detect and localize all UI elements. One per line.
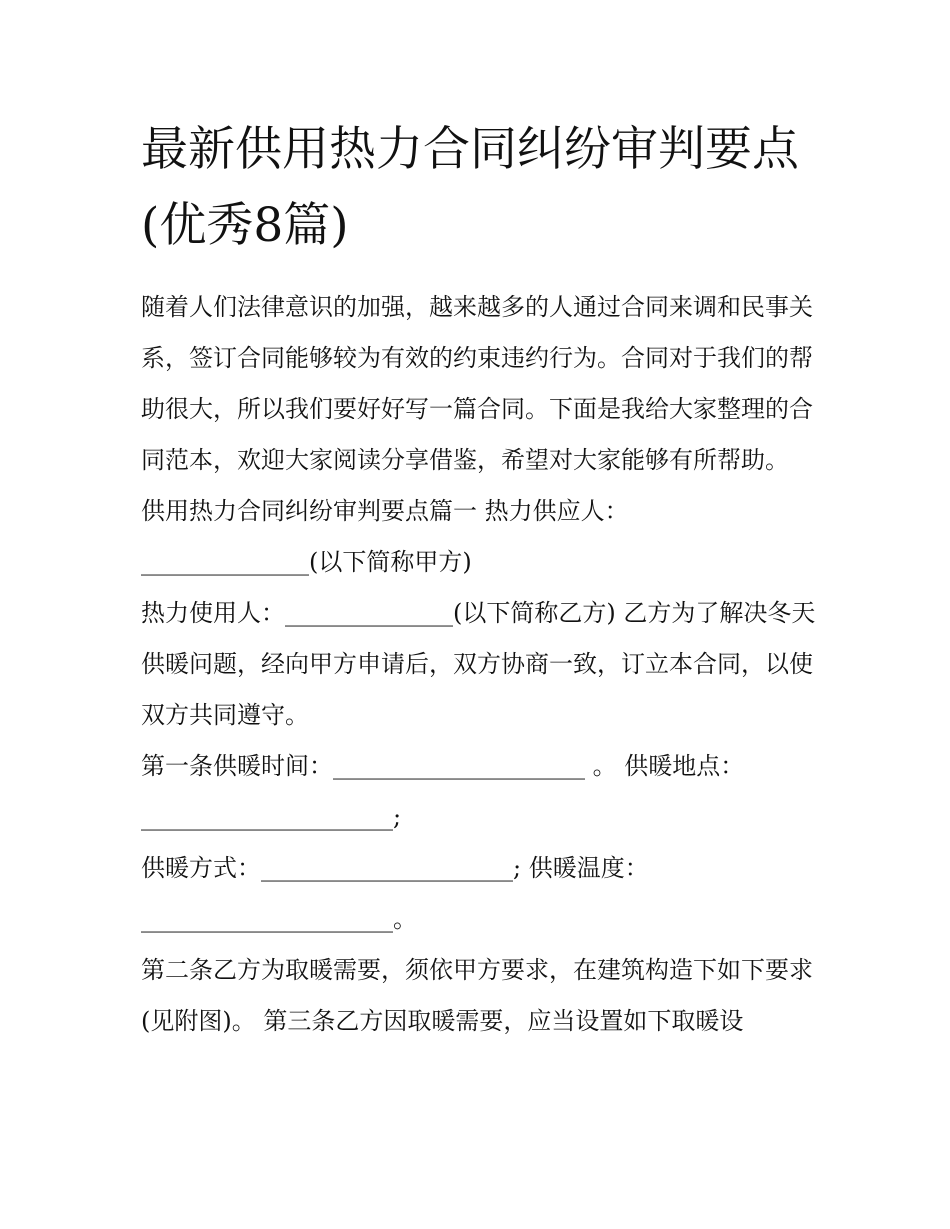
article-two-three-paragraph: 第二条乙方为取暖需要，须依甲方要求，在建筑构造下如下要求(见附图)。 第三条乙方因取暖需要，应当设置如下取暖设 <box>141 956 813 1035</box>
heating-method-paragraph: 供暖方式：_____________________; 供暖温度：_____________________。 <box>141 854 649 933</box>
document-page <box>141 112 821 1047</box>
heat-supplier-paragraph: 供用热力合同纠纷审判要点篇一 热力供应人：______________(以下简称甲方) <box>141 497 629 576</box>
heat-user-paragraph: 热力使用人：______________(以下简称乙方) 乙方为了解决冬天供暖问题，经向甲方申请后，双方协商一致，订立本合同，以使双方共同遵守。 <box>141 599 816 729</box>
intro-paragraph: 随着人们法律意识的加强，越来越多的人通过合同来调和民事关系，签订合同能够较为有效的约束违约行为。合同对于我们的帮助很大，所以我们要好好写一篇合同。下面是我给大家整理的合同范本，欢迎大家阅读分享借鉴，希望对大家能够有所帮助。 <box>141 293 813 474</box>
document-title: 最新供用热力合同纠纷审判要点(优秀8篇) <box>141 122 799 253</box>
article-one-paragraph: 第一条供暖时间：_____________________ 。 供暖地点：_____________________; <box>141 752 745 831</box>
